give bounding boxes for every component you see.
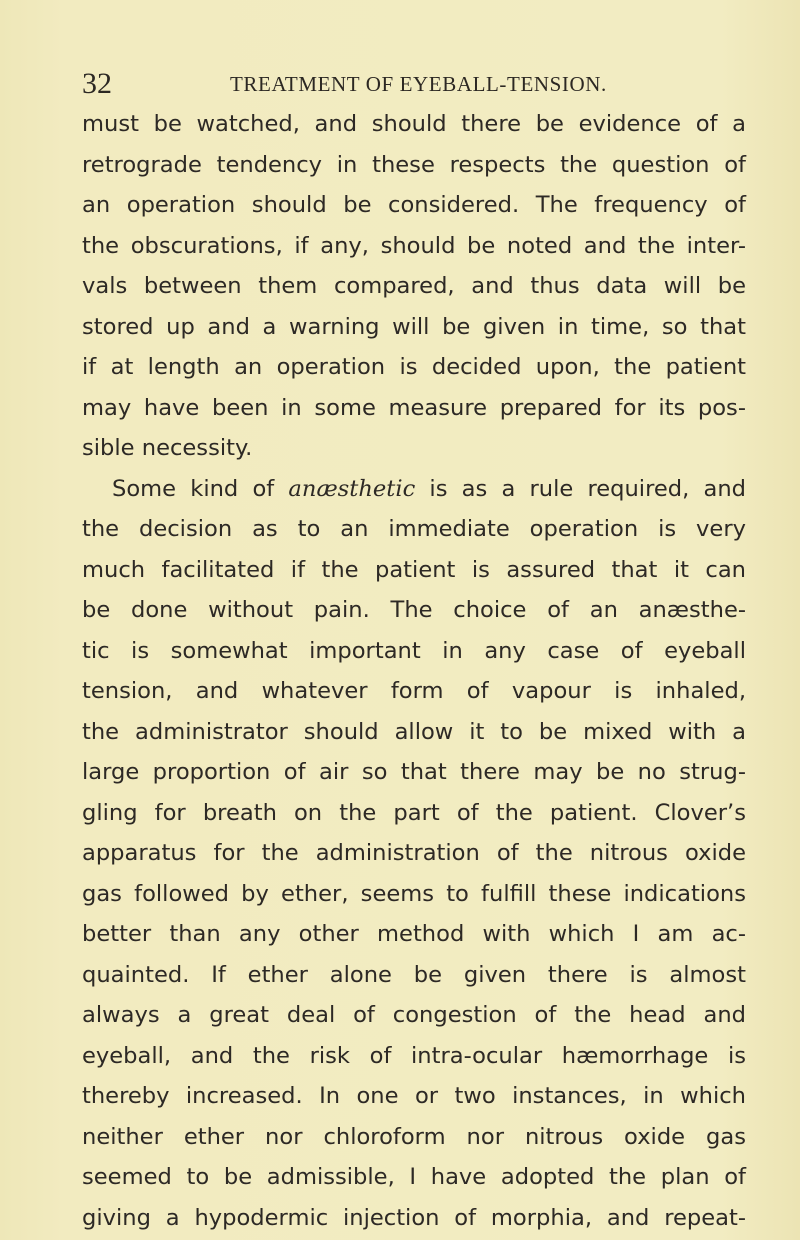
text-line: if at length an operation is decided upon, the patient [82, 354, 746, 380]
text-line: sible necessity. [82, 435, 253, 461]
page-header [82, 64, 722, 104]
text-line: retrograde tendency in these respects the question of [82, 151, 746, 178]
text-line: the administrator should allow it to be mixed with a [82, 718, 746, 745]
text-line: may have been in some measure prepared for its pos- [82, 394, 746, 421]
text-line: tension, and whatever form of vapour is inhaled, [82, 678, 746, 704]
text-line: stored up and a warning will be given in time, so that [82, 313, 746, 340]
page-number: 32 [82, 67, 112, 100]
text-line: thereby increased. In one or two instances, in which [82, 1083, 746, 1109]
italic-term: anæsthetic [288, 475, 416, 502]
text-line: gas followed by ether, seems to fulfill these indications [82, 880, 746, 907]
text-line: apparatus for the administration of the nitrous oxide [82, 840, 746, 866]
text-line: the obscurations, if any, should be noted and the inter- [82, 232, 746, 259]
body-text [82, 104, 746, 1238]
text-line: be done without pain. The choice of an anæsthe- [82, 597, 746, 623]
text-line: the decision as to an immediate operation is very [82, 516, 746, 542]
text-line: quainted. If ether alone be given there is almost [82, 961, 746, 988]
text-line: seemed to be admissible, I have adopted the plan of [82, 1164, 746, 1190]
text-line: always a great deal of congestion of the head and [82, 1002, 746, 1028]
text-line: much facilitated if the patient is assured that it can [82, 556, 746, 583]
text-line: large proportion of air so that there may be no strug- [82, 759, 746, 785]
text-line: must be watched, and should there be evidence of a [82, 111, 746, 137]
text-line: gling for breath on the part of the patient. Clover’s [82, 799, 746, 826]
paragraph-first-line [82, 469, 746, 510]
text-line: vals between them compared, and thus data will be [82, 273, 746, 299]
text-line: better than any other method with which I am ac- [82, 921, 746, 947]
text-line: giving a hypodermic injection of morphia, and repeat- [82, 1204, 746, 1231]
text-fragment: Some kind of [112, 475, 289, 502]
running-title: TREATMENT OF EYEBALL-TENSION. [230, 72, 607, 96]
text-line: eyeball, and the risk of intra-ocular hæmorrhage is [82, 1042, 746, 1069]
text-line: tic is somewhat important in any case of eyeball [82, 637, 746, 664]
text-fragment: is as a rule required, and [415, 475, 746, 502]
text-line: an operation should be considered. The frequency of [82, 192, 746, 218]
text-line: neither ether nor chloroform nor nitrous oxide gas [82, 1123, 746, 1150]
